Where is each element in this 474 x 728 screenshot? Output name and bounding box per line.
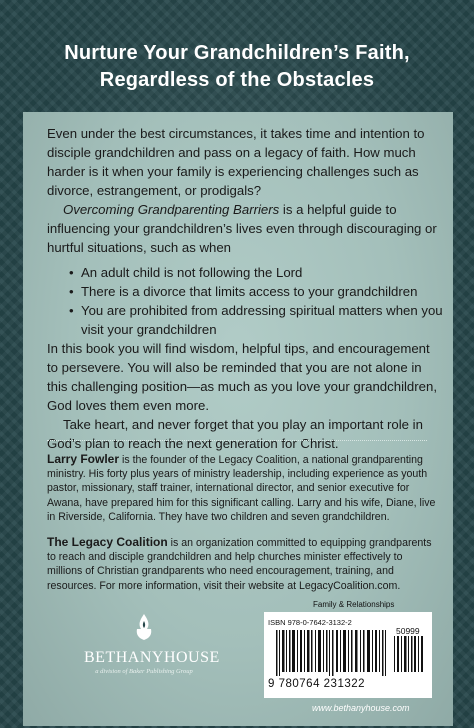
publisher-website: www.bethanyhouse.com xyxy=(312,703,410,713)
headline-line-2: Regardless of the Obstacles xyxy=(99,69,375,91)
book-purpose-paragraph xyxy=(47,200,443,257)
ean-digits: 9 780764 231322 xyxy=(268,678,366,690)
barcode-icon xyxy=(270,628,428,678)
intro-paragraph: Even under the best circumstances, it takes time and intention to disciple grandchildren and pass on a legacy of faith. How much harder is it when your family is experiencing challenges such as divorce, estrangement, or prodigals? xyxy=(47,126,425,198)
list-item: • An adult child is not following the Lord xyxy=(69,263,443,282)
list-item: • You are prohibited from addressing spiritual matters when you visit your grandchildren xyxy=(69,301,443,339)
publisher-logo xyxy=(84,612,220,675)
organization-bio xyxy=(47,535,439,593)
category-label: Family & Relationships xyxy=(313,600,395,609)
list-item: • There is a divorce that limits access to your grandchildren xyxy=(69,282,443,301)
organization-name: The Legacy Coalition xyxy=(47,535,168,550)
publisher-brand: BETHANYHOUSE xyxy=(84,649,220,666)
house-lamp-icon xyxy=(127,612,161,642)
description xyxy=(47,124,443,453)
author-name: Larry Fowler xyxy=(47,452,120,466)
situation-list xyxy=(47,263,443,339)
dotted-divider xyxy=(47,440,427,441)
author-bio xyxy=(47,452,439,524)
organization-bio-text: is an organization committed to equipping grandparents to reach and disciple grandchildren and help churches minister effectively to millions of Christian grandparents who need encouragement, training, and resources. For more information, visit their website at LegacyCoalition.com. xyxy=(47,537,432,592)
headline-line-1: Nurture Your Grandchildren’s Faith, xyxy=(64,42,410,64)
barcode-label xyxy=(264,612,432,698)
author-bio-text: is the founder of the Legacy Coalition, a national grandparenting ministry. His forty plus years of ministry leadership, including experience as youth pastor, missionary, staff trainer, international director, and senior executive for Awana, have prepared him for this significant calling. Larry and his wife, Diane, live in Riverside, California. They have two children and seven grandchildren. xyxy=(47,454,436,523)
book-purpose-text: is a helpful guide to influencing your grandchildren’s lives even through discouraging or hurtful situations, such as when xyxy=(47,202,437,255)
price-code: 50999 xyxy=(396,626,420,636)
book-title: Overcoming Grandparenting Barriers xyxy=(63,202,280,217)
bios xyxy=(47,452,439,604)
encouragement-paragraph: In this book you will find wisdom, helpful tips, and encouragement to persevere. You will also be reminded that you are not alone in this challenging position—as much as you love your grandchildren, God loves them even more. xyxy=(47,341,437,413)
closing-paragraph: Take heart, and never forget that you play an important role in God’s plan to reach the next generation for Christ. xyxy=(47,417,423,451)
publisher-tagline: a division of Baker Publishing Group xyxy=(95,668,193,675)
isbn-text: ISBN 978-0-7642-3132-2 xyxy=(268,618,352,627)
headline xyxy=(0,40,474,94)
